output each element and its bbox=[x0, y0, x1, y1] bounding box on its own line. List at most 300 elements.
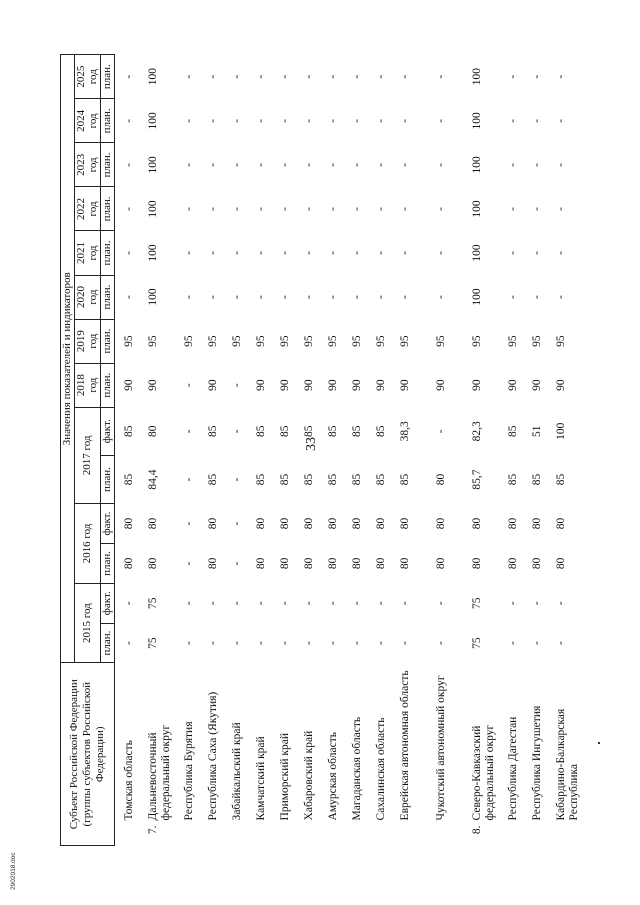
value-cell: 80 bbox=[506, 517, 519, 530]
value-cell: - bbox=[182, 429, 195, 434]
value-cell: - bbox=[434, 207, 447, 211]
plan-subheader: план. bbox=[100, 455, 114, 503]
value-cell: 80 bbox=[254, 557, 267, 570]
value-cell: - bbox=[506, 207, 519, 211]
subject-name: Магаданская область bbox=[350, 716, 363, 821]
value-cell: 75 bbox=[146, 637, 159, 649]
value-cell: 95 bbox=[506, 335, 519, 347]
value-cell: 90 bbox=[434, 379, 447, 391]
subject-name: Забайкальский край bbox=[230, 722, 243, 821]
value-cell: - bbox=[230, 521, 243, 526]
subject-name: Кабардино-Балкарская Республика bbox=[554, 708, 580, 821]
value-cell: - bbox=[554, 207, 567, 211]
value-cell: - bbox=[554, 295, 567, 299]
value-cell: 100 bbox=[146, 112, 159, 130]
subject-name: Еврейская автономная область bbox=[398, 670, 411, 821]
file-footer: 2902018.doc bbox=[10, 852, 17, 890]
value-cell: 80 bbox=[374, 557, 387, 570]
value-cell: 90 bbox=[326, 379, 339, 391]
value-cell: 80 bbox=[206, 557, 219, 570]
value-cell: 100 bbox=[146, 156, 159, 174]
value-cell: 85 bbox=[506, 425, 519, 438]
value-cell: - bbox=[326, 641, 339, 645]
value-cell: 85 bbox=[278, 473, 291, 486]
value-cell: 80 bbox=[530, 517, 543, 530]
value-cell: 85,7 bbox=[470, 469, 483, 490]
year-header: 2016 год bbox=[74, 504, 100, 584]
value-cell: 100 bbox=[146, 68, 159, 86]
value-cell: 80 bbox=[122, 557, 135, 570]
value-cell: - bbox=[254, 641, 267, 645]
value-cell: - bbox=[506, 162, 519, 167]
value-cell: 85 bbox=[302, 473, 315, 486]
year-header: 2021 год bbox=[74, 231, 100, 275]
rotated-table-container bbox=[60, 54, 580, 846]
value-cell: - bbox=[302, 641, 315, 645]
subject-name: Сахалинская область bbox=[374, 717, 387, 821]
value-cell: 80 bbox=[326, 517, 339, 530]
value-cell: 38,3 bbox=[398, 421, 411, 442]
value-cell: - bbox=[374, 601, 387, 606]
value-cell: 80 bbox=[434, 517, 447, 530]
value-cell: - bbox=[182, 207, 195, 211]
value-cell: 100 bbox=[146, 288, 159, 306]
value-cell: 90 bbox=[350, 379, 363, 391]
value-cell: 80 bbox=[506, 557, 519, 570]
value-cell: - bbox=[530, 162, 543, 167]
row-number bbox=[303, 822, 327, 845]
value-cell: - bbox=[182, 383, 195, 388]
fact-subheader: факт. bbox=[100, 583, 114, 623]
value-cell: - bbox=[350, 74, 363, 79]
value-cell: 85 bbox=[350, 425, 363, 438]
value-cell: - bbox=[506, 74, 519, 79]
row-number bbox=[231, 822, 255, 845]
table-body bbox=[114, 55, 591, 846]
value-cell: 90 bbox=[554, 379, 567, 391]
subject-name: Томская область bbox=[122, 740, 135, 821]
subject-name: Республика Саха (Якутия) bbox=[206, 691, 219, 821]
value-cell: 90 bbox=[278, 379, 291, 391]
indicators-table bbox=[60, 54, 591, 846]
value-cell: - bbox=[182, 295, 195, 299]
value-cell: 95 bbox=[230, 335, 243, 347]
year-header: 2024 год bbox=[74, 99, 100, 143]
value-cell: - bbox=[254, 295, 267, 299]
table-row bbox=[399, 55, 435, 846]
value-cell: 80 bbox=[206, 517, 219, 530]
value-cell: - bbox=[530, 601, 543, 606]
table-row bbox=[507, 55, 531, 846]
row-number bbox=[255, 822, 279, 845]
value-cell: - bbox=[350, 162, 363, 167]
row-number bbox=[507, 822, 531, 845]
row-number: 8. bbox=[470, 825, 483, 835]
value-cell: 84,4 bbox=[146, 469, 159, 490]
value-cell: - bbox=[374, 641, 387, 645]
value-cell: - bbox=[230, 162, 243, 167]
value-cell: - bbox=[530, 118, 543, 123]
value-cell: 95 bbox=[530, 335, 543, 347]
value-cell: - bbox=[374, 295, 387, 299]
value-cell: - bbox=[398, 295, 411, 299]
value-cell: 90 bbox=[374, 379, 387, 391]
value-cell: 90 bbox=[302, 379, 315, 391]
value-cell: - bbox=[398, 601, 411, 606]
value-cell: - bbox=[350, 295, 363, 299]
value-cell: - bbox=[254, 207, 267, 211]
value-cell: - bbox=[530, 251, 543, 255]
value-cell: 75 bbox=[470, 597, 483, 609]
value-cell: - bbox=[374, 74, 387, 79]
plan-subheader: план. bbox=[100, 99, 114, 143]
value-cell: - bbox=[434, 251, 447, 255]
value-cell: - bbox=[182, 477, 195, 482]
value-cell: 85 bbox=[254, 473, 267, 486]
table-row bbox=[435, 55, 471, 846]
value-cell: - bbox=[182, 118, 195, 123]
plan-subheader: план. bbox=[100, 543, 114, 583]
value-cell: - bbox=[278, 74, 291, 79]
value-cell: - bbox=[434, 641, 447, 645]
value-cell: - bbox=[434, 162, 447, 167]
value-cell: - bbox=[122, 641, 135, 645]
value-cell: - bbox=[182, 641, 195, 645]
plan-subheader: план. bbox=[100, 623, 114, 663]
value-cell: - bbox=[506, 251, 519, 255]
value-cell: 90 bbox=[146, 379, 159, 391]
table-row bbox=[351, 55, 375, 846]
value-cell: - bbox=[554, 162, 567, 167]
subject-name: Северо-Кавказский федеральный округ bbox=[470, 724, 496, 821]
value-cell: - bbox=[530, 207, 543, 211]
value-cell: 80 bbox=[254, 517, 267, 530]
value-cell: 80 bbox=[146, 517, 159, 530]
value-cell: 90 bbox=[254, 379, 267, 391]
row-number bbox=[555, 822, 591, 845]
fact-subheader: факт. bbox=[100, 504, 114, 544]
value-cell: - bbox=[434, 429, 447, 434]
value-cell: - bbox=[254, 601, 267, 606]
value-cell: - bbox=[230, 118, 243, 123]
subject-name: Амурская область bbox=[326, 732, 339, 821]
value-cell: - bbox=[206, 162, 219, 167]
value-cell: 95 bbox=[146, 335, 159, 347]
value-cell: - bbox=[230, 74, 243, 79]
subject-header: Субъект Российской Федерации (группы субъектов Российской Федерации) bbox=[61, 663, 115, 846]
table-row bbox=[147, 55, 183, 846]
value-cell: 80 bbox=[530, 557, 543, 570]
value-cell: 85 bbox=[206, 425, 219, 438]
value-cell: 95 bbox=[350, 335, 363, 347]
value-cell: 85 bbox=[254, 425, 267, 438]
value-cell: - bbox=[302, 74, 315, 79]
year-header: 2025 год bbox=[74, 55, 100, 99]
value-cell: 80 bbox=[122, 517, 135, 530]
subject-name: Республика Бурятия bbox=[182, 721, 195, 821]
value-cell: 80 bbox=[470, 517, 483, 530]
value-cell: - bbox=[350, 118, 363, 123]
value-cell: - bbox=[554, 118, 567, 123]
value-cell: - bbox=[434, 118, 447, 123]
row-number bbox=[435, 822, 471, 845]
value-cell: - bbox=[230, 251, 243, 255]
year-header: 2017 год bbox=[74, 407, 100, 503]
plan-subheader: план. bbox=[100, 55, 114, 99]
value-cell: - bbox=[326, 74, 339, 79]
value-cell: 95 bbox=[278, 335, 291, 347]
value-cell: 95 bbox=[122, 335, 135, 347]
value-cell: 95 bbox=[434, 335, 447, 347]
value-cell: - bbox=[530, 295, 543, 299]
value-cell: 85 bbox=[374, 473, 387, 486]
plan-subheader: план. bbox=[100, 363, 114, 407]
value-cell: 85 bbox=[326, 473, 339, 486]
value-cell: - bbox=[350, 207, 363, 211]
table-row bbox=[231, 55, 255, 846]
value-cell: 80 bbox=[146, 557, 159, 570]
value-cell: - bbox=[374, 207, 387, 211]
value-cell: - bbox=[122, 295, 135, 299]
value-cell: - bbox=[350, 251, 363, 255]
subject-name: Республика Дагестан bbox=[506, 716, 519, 821]
table-row bbox=[207, 55, 231, 846]
plan-subheader: план. bbox=[100, 187, 114, 231]
fact-subheader: факт. bbox=[100, 407, 114, 455]
value-cell: - bbox=[302, 162, 315, 167]
value-cell: 95 bbox=[182, 335, 195, 347]
plan-subheader: план. bbox=[100, 275, 114, 319]
value-cell: 82,3 bbox=[470, 421, 483, 442]
value-cell: 80 bbox=[434, 473, 447, 486]
value-cell: 95 bbox=[398, 335, 411, 347]
value-cell: 85 bbox=[350, 473, 363, 486]
value-cell: 85 bbox=[326, 425, 339, 438]
value-cell: - bbox=[506, 295, 519, 299]
value-cell: 80 bbox=[350, 517, 363, 530]
value-cell: 100 bbox=[146, 244, 159, 262]
value-cell: - bbox=[398, 74, 411, 79]
plan-subheader: план. bbox=[100, 231, 114, 275]
row-number bbox=[123, 822, 147, 845]
value-cell: 100 bbox=[470, 156, 483, 174]
table-row bbox=[327, 55, 351, 846]
row-number bbox=[207, 822, 231, 845]
value-cell: - bbox=[206, 74, 219, 79]
value-cell: 80 bbox=[146, 425, 159, 438]
value-cell: - bbox=[254, 74, 267, 79]
value-cell: 80 bbox=[470, 557, 483, 570]
value-cell: - bbox=[230, 207, 243, 211]
value-cell: 85 bbox=[302, 425, 315, 438]
value-cell: - bbox=[326, 162, 339, 167]
value-cell: 90 bbox=[470, 379, 483, 391]
row-number bbox=[399, 822, 435, 845]
value-cell: - bbox=[206, 601, 219, 606]
value-cell: - bbox=[554, 74, 567, 79]
plan-subheader: план. bbox=[100, 319, 114, 363]
value-cell: 85 bbox=[122, 473, 135, 486]
value-cell: 90 bbox=[122, 379, 135, 391]
value-cell: 90 bbox=[506, 379, 519, 391]
table-row bbox=[183, 55, 207, 846]
value-cell: 80 bbox=[278, 517, 291, 530]
value-cell: - bbox=[326, 118, 339, 123]
year-header: 2015 год bbox=[74, 583, 100, 663]
value-cell: 100 bbox=[554, 422, 567, 440]
value-cell: 75 bbox=[470, 637, 483, 649]
table-row bbox=[471, 55, 507, 846]
value-cell: - bbox=[230, 295, 243, 299]
value-cell: - bbox=[122, 162, 135, 167]
value-cell: 80 bbox=[326, 557, 339, 570]
value-cell: - bbox=[206, 118, 219, 123]
value-cell: - bbox=[374, 251, 387, 255]
row-number bbox=[531, 822, 555, 845]
value-cell: - bbox=[206, 251, 219, 255]
value-cell: - bbox=[434, 295, 447, 299]
value-cell: - bbox=[254, 251, 267, 255]
value-cell: - bbox=[230, 383, 243, 388]
value-cell: 95 bbox=[302, 335, 315, 347]
value-cell: 100 bbox=[470, 200, 483, 218]
value-cell: - bbox=[278, 251, 291, 255]
row-number bbox=[279, 822, 303, 845]
subject-name: Чукотский автономный округ bbox=[434, 675, 447, 821]
value-cell: - bbox=[230, 601, 243, 606]
value-cell: - bbox=[278, 162, 291, 167]
value-cell: - bbox=[254, 118, 267, 123]
value-cell: - bbox=[398, 207, 411, 211]
value-cell: 80 bbox=[302, 517, 315, 530]
value-cell: - bbox=[302, 118, 315, 123]
value-cell: - bbox=[302, 601, 315, 606]
value-cell: - bbox=[350, 601, 363, 606]
subject-name: Хабаровский край bbox=[302, 730, 315, 821]
value-cell: 80 bbox=[398, 557, 411, 570]
value-cell: 85 bbox=[278, 425, 291, 438]
value-cell: 95 bbox=[374, 335, 387, 347]
value-cell: - bbox=[230, 561, 243, 566]
value-cell: - bbox=[434, 601, 447, 606]
value-cell: - bbox=[254, 162, 267, 167]
value-cell: 100 bbox=[470, 112, 483, 130]
value-cell: - bbox=[302, 295, 315, 299]
value-cell: 95 bbox=[554, 335, 567, 347]
value-cell: 80 bbox=[398, 517, 411, 530]
value-cell: - bbox=[122, 207, 135, 211]
value-cell: - bbox=[230, 429, 243, 434]
year-header: 2022 год bbox=[74, 187, 100, 231]
value-cell: 85 bbox=[506, 473, 519, 486]
value-cell: - bbox=[122, 74, 135, 79]
value-cell: - bbox=[278, 601, 291, 606]
value-cell: 80 bbox=[434, 557, 447, 570]
value-cell: 51 bbox=[530, 425, 543, 438]
row-number bbox=[327, 822, 351, 845]
value-cell: - bbox=[182, 601, 195, 606]
value-cell: 95 bbox=[254, 335, 267, 347]
value-cell: 75 bbox=[146, 597, 159, 609]
value-cell: - bbox=[230, 477, 243, 482]
value-cell: - bbox=[398, 641, 411, 645]
value-cell: - bbox=[206, 641, 219, 645]
value-cell: 90 bbox=[530, 379, 543, 391]
value-cell: 85 bbox=[206, 473, 219, 486]
value-cell: 85 bbox=[122, 425, 135, 438]
value-cell: - bbox=[434, 74, 447, 79]
value-cell: - bbox=[530, 74, 543, 79]
value-cell: - bbox=[278, 641, 291, 645]
value-cell: 80 bbox=[554, 557, 567, 570]
value-cell: 95 bbox=[206, 335, 219, 347]
value-cell: - bbox=[182, 521, 195, 526]
table-row bbox=[123, 55, 147, 846]
value-cell: - bbox=[554, 251, 567, 255]
year-header: 2023 год bbox=[74, 143, 100, 187]
value-cell: 85 bbox=[530, 473, 543, 486]
value-cell: 85 bbox=[374, 425, 387, 438]
plan-subheader: план. bbox=[100, 143, 114, 187]
subject-name: Приморский край bbox=[278, 732, 291, 821]
value-cell: - bbox=[350, 641, 363, 645]
value-cell: 85 bbox=[398, 473, 411, 486]
value-cell: 80 bbox=[374, 517, 387, 530]
value-cell: - bbox=[398, 118, 411, 123]
subject-name: Дальневосточный федеральный округ bbox=[146, 724, 172, 821]
value-cell: - bbox=[278, 118, 291, 123]
value-cell: - bbox=[554, 641, 567, 645]
value-cell: - bbox=[506, 641, 519, 645]
row-number bbox=[183, 822, 207, 845]
value-cell: - bbox=[506, 118, 519, 123]
table-row bbox=[255, 55, 279, 846]
value-cell: - bbox=[182, 561, 195, 566]
value-cell: - bbox=[182, 74, 195, 79]
subject-name: Республика Ингушетия bbox=[530, 705, 543, 821]
table-row bbox=[279, 55, 303, 846]
value-cell: 90 bbox=[398, 379, 411, 391]
table-row bbox=[303, 55, 327, 846]
table-row bbox=[555, 55, 591, 846]
value-cell: - bbox=[398, 251, 411, 255]
value-cell: - bbox=[122, 601, 135, 606]
value-cell: 85 bbox=[554, 473, 567, 486]
value-cell: - bbox=[326, 207, 339, 211]
table-row bbox=[375, 55, 399, 846]
value-cell: - bbox=[398, 162, 411, 167]
table-row bbox=[531, 55, 555, 846]
value-cell: - bbox=[374, 118, 387, 123]
value-cell: 100 bbox=[470, 288, 483, 306]
value-cell: - bbox=[302, 207, 315, 211]
value-cell: - bbox=[122, 251, 135, 255]
value-cell: 95 bbox=[470, 335, 483, 347]
value-cell: - bbox=[206, 207, 219, 211]
value-cell: - bbox=[230, 641, 243, 645]
scan-speck bbox=[598, 742, 600, 744]
subject-name: Камчатский край bbox=[254, 736, 267, 821]
value-cell: - bbox=[374, 162, 387, 167]
value-cell: - bbox=[326, 251, 339, 255]
value-cell: - bbox=[506, 601, 519, 606]
value-cell: - bbox=[122, 118, 135, 123]
indicators-header: Значения показателей и индикаторов bbox=[61, 55, 75, 664]
value-cell: - bbox=[206, 295, 219, 299]
value-cell: 80 bbox=[278, 557, 291, 570]
row-number bbox=[351, 822, 375, 845]
value-cell: - bbox=[302, 251, 315, 255]
